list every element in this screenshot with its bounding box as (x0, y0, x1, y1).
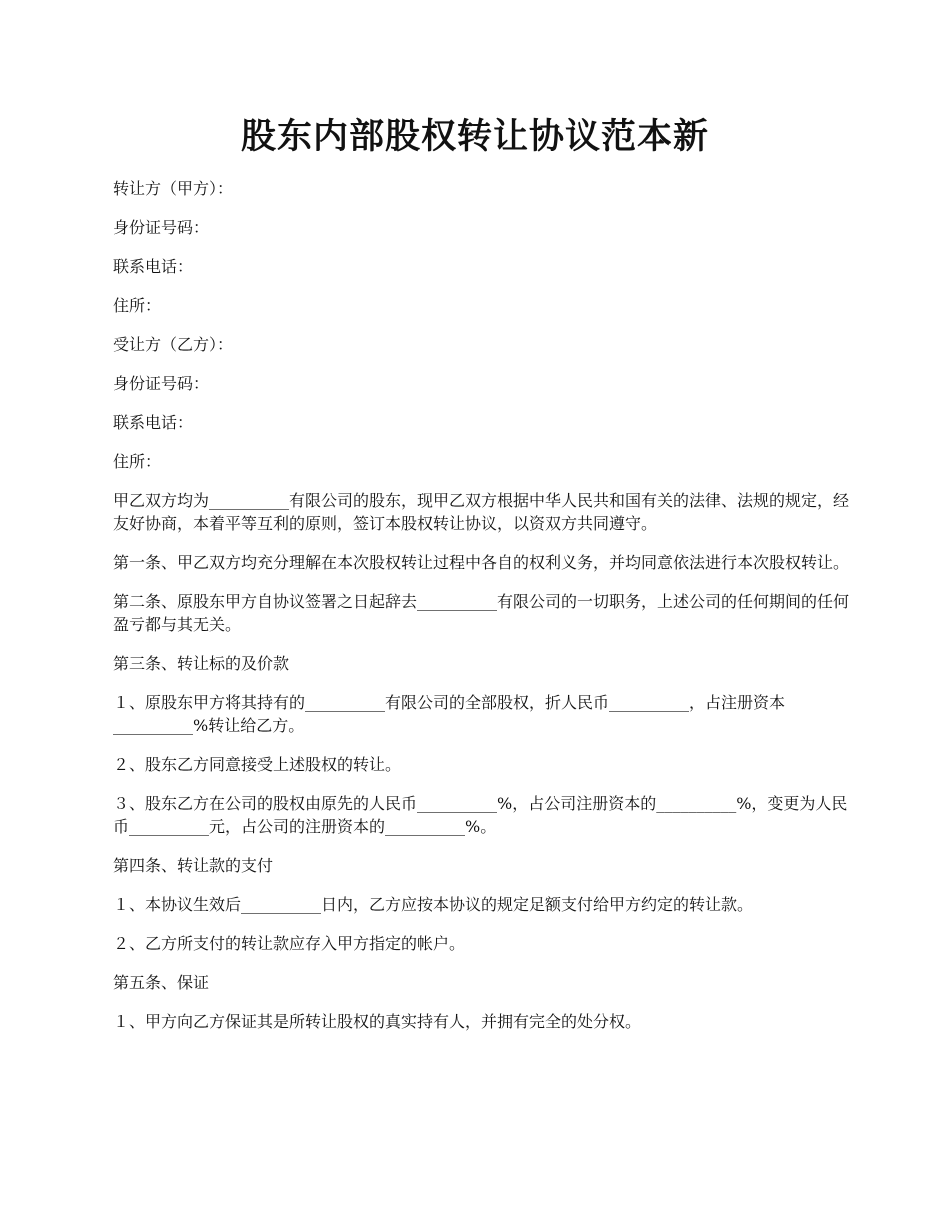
party-b-id-number: 身份证号码： (113, 374, 210, 393)
article-3-heading: 第三条、转让标的及价款 (113, 654, 290, 673)
article-3-clause-3: ３、股东乙方在公司的股权由原先的人民币__________%，占公司注册资本的__________%，变更为人民币__________元，占公司的注册资本的__________%。 (113, 794, 848, 836)
article-5-heading: 第五条、保证 (113, 973, 210, 992)
article-4-clause-2: ２、乙方所支付的转让款应存入甲方指定的帐户。 (113, 934, 466, 953)
party-b-address: 住所： (113, 452, 162, 471)
party-a-phone: 联系电话： (113, 257, 194, 276)
document-title: 股东内部股权转让协议范本新 (240, 116, 709, 157)
article-3-clause-2: ２、股东乙方同意接受上述股权的转让。 (113, 755, 402, 774)
party-a-id-number: 身份证号码： (113, 218, 210, 237)
article-2: 第二条、原股东甲方自协议签署之日起辞去__________有限公司的一切职务，上述公司的任何期间的任何盈亏都与其无关。 (113, 592, 850, 634)
party-a-address: 住所： (113, 296, 162, 315)
article-5-clause-1: １、甲方向乙方保证其是所转让股权的真实持有人，并拥有完全的处分权。 (113, 1012, 642, 1031)
document-body (113, 177, 858, 1049)
article-1: 第一条、甲乙双方均充分理解在本次股权转让过程中各自的权利义务，并均同意依法进行本次股权转让。 (113, 553, 850, 572)
party-b-phone: 联系电话： (113, 413, 194, 432)
article-4-clause-1: １、本协议生效后__________日内，乙方应按本协议的规定足额支付给甲方约定的转让款。 (113, 895, 754, 914)
party-a-label: 转让方（甲方）： (113, 179, 234, 198)
preamble-paragraph: 甲乙双方均为__________有限公司的股东，现甲乙双方根据中华人民共和国有关的法律、法规的规定，经友好协商，本着平等互利的原则，签订本股权转让协议，以资双方共同遵守。 (113, 491, 850, 533)
article-3-clause-1: １、原股东甲方将其持有的__________有限公司的全部股权，折人民币__________，占注册资本__________%转让给乙方。 (113, 693, 786, 735)
party-b-label: 受让方（乙方）： (113, 335, 234, 354)
article-4-heading: 第四条、转让款的支付 (113, 856, 274, 875)
